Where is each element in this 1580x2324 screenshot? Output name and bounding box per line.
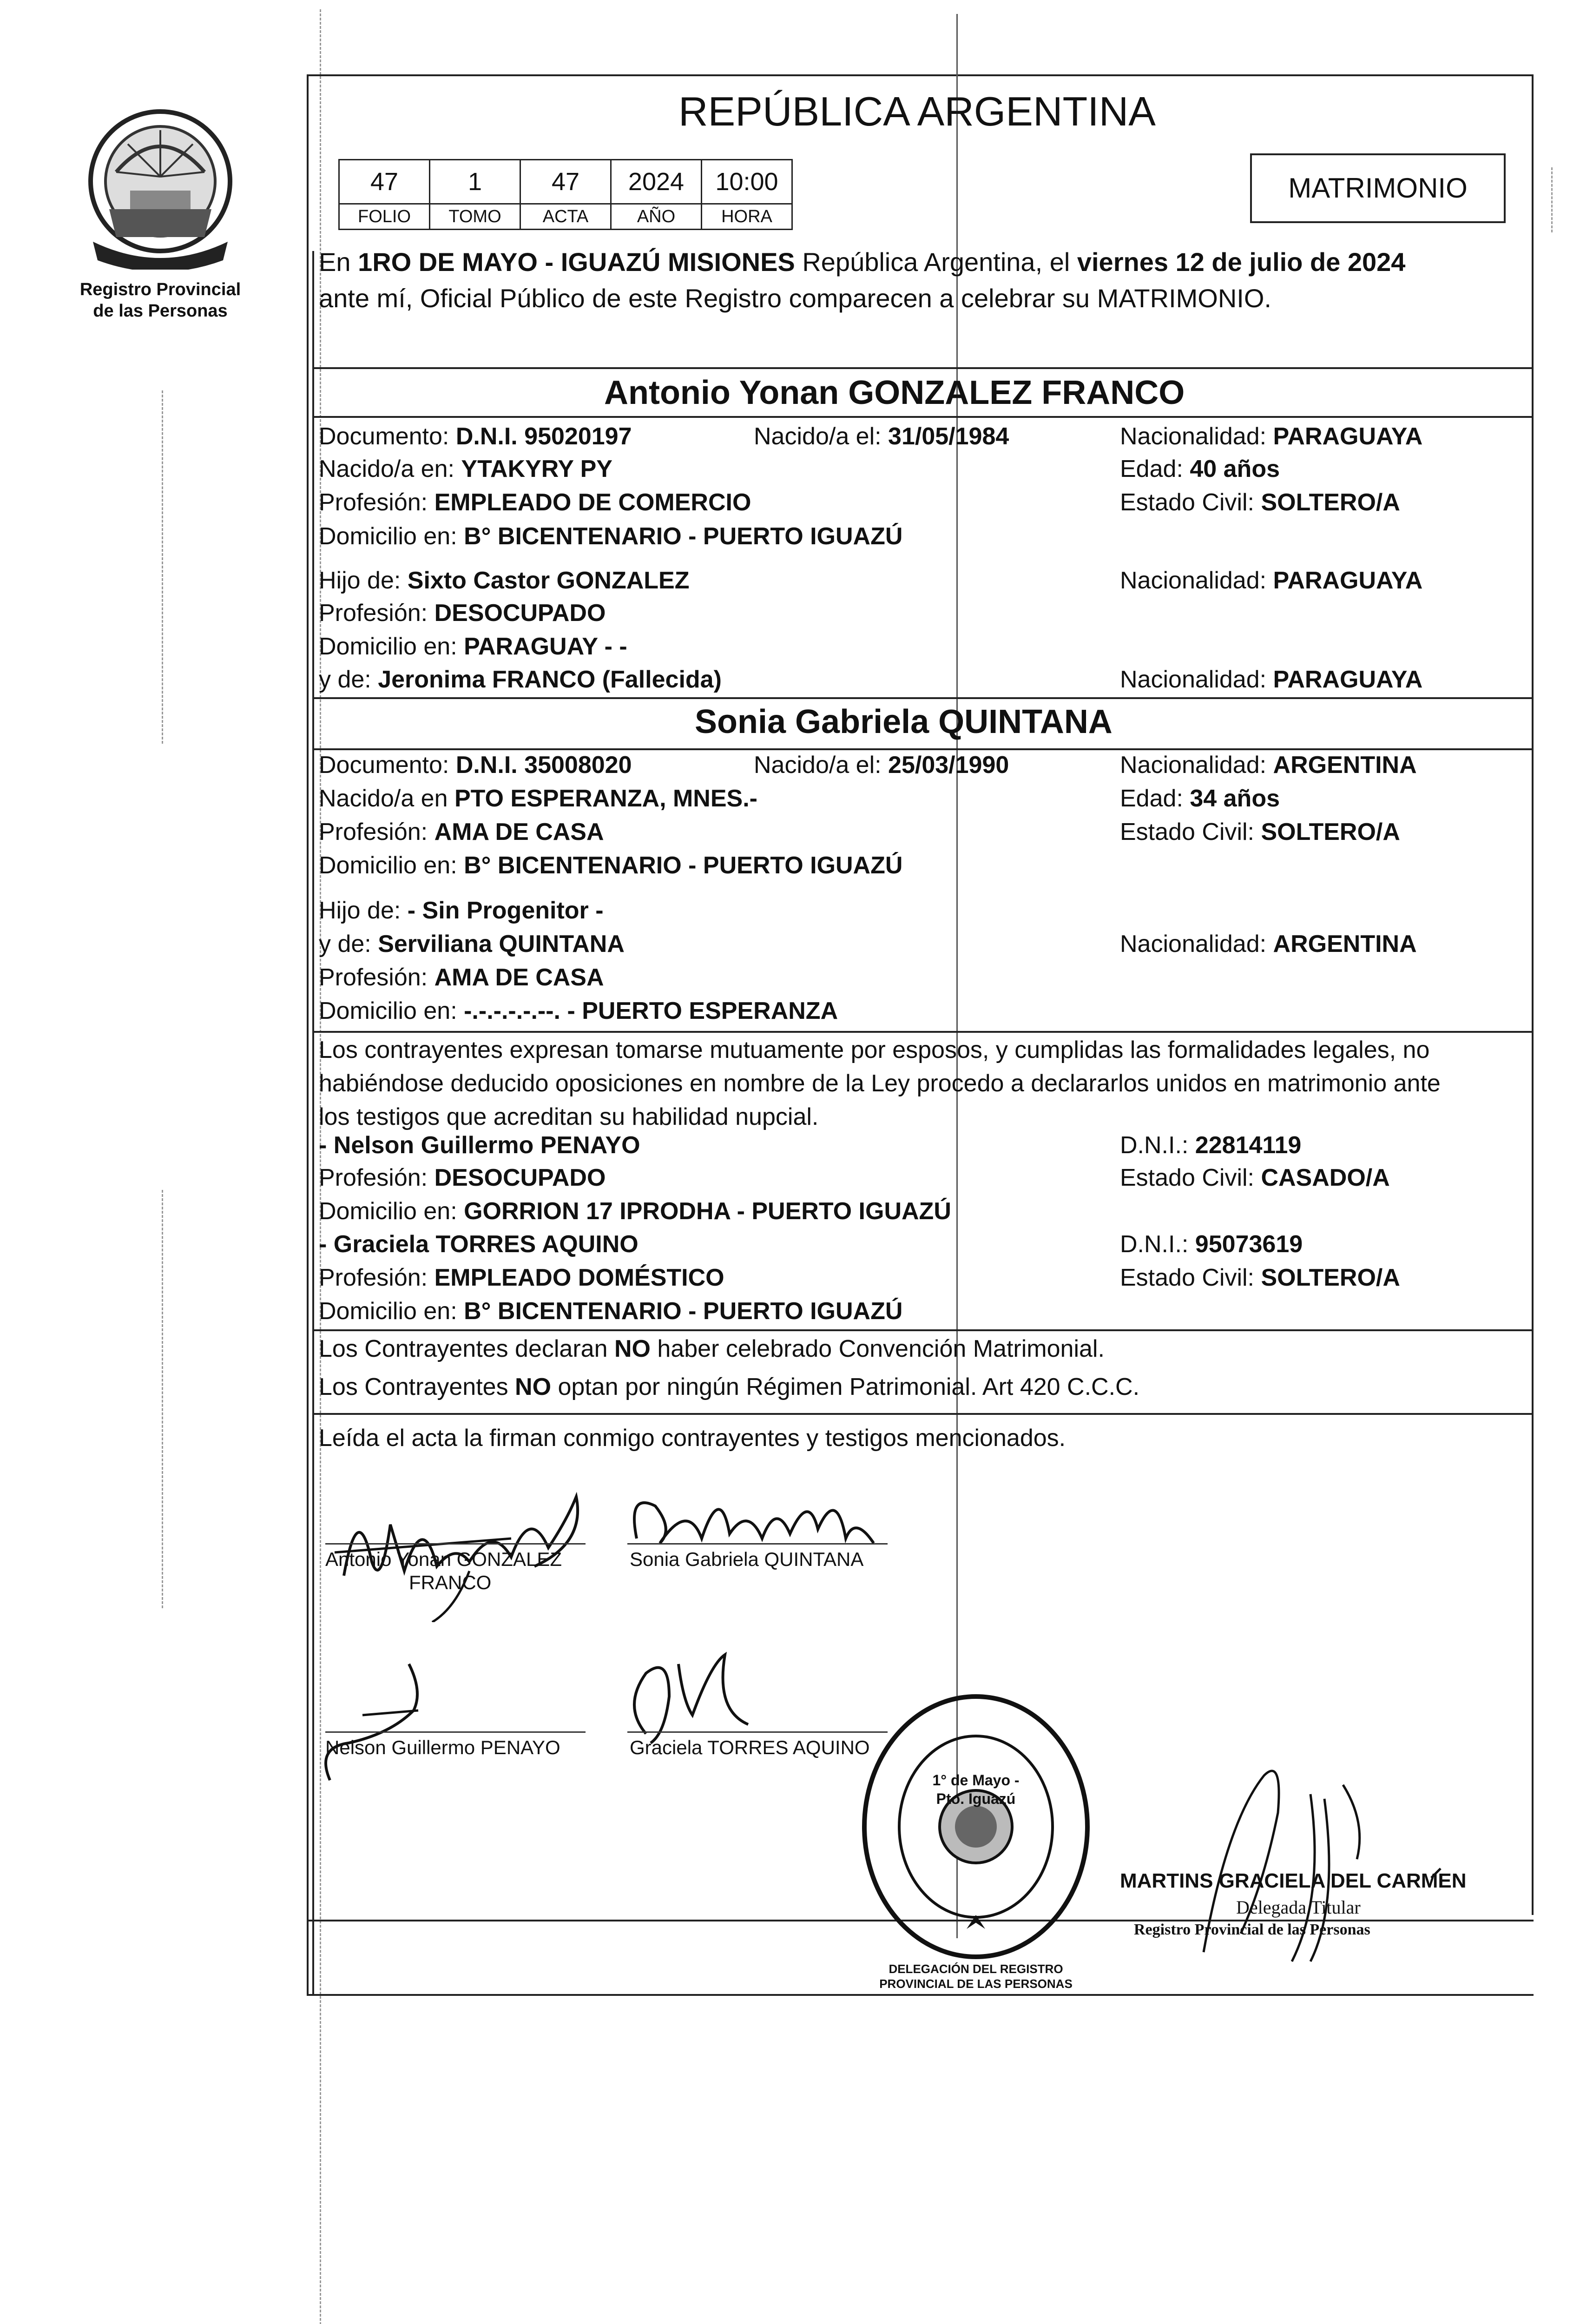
stamp-ring-text: DELEGACIÓN DEL REGISTRO PROVINCIAL DE LAS PERSONAS: [879, 1962, 1073, 1991]
witness-2-dni: D.N.I.: 95073619: [1120, 1231, 1303, 1258]
intro-line-1: [319, 246, 1405, 278]
acta-label: ACTA: [520, 204, 611, 230]
bride-age: Edad: 34 años: [1120, 785, 1280, 812]
bride-nationality: Nacionalidad: ARGENTINA: [1120, 752, 1417, 779]
bride-name-heading: Sonia Gabriela QUINTANA: [695, 703, 1113, 740]
bride-civil-status: Estado Civil: SOLTERO/A: [1120, 819, 1400, 845]
official-name: MARTINS GRACIELA DEL CARMEN: [1120, 1869, 1467, 1892]
year-label: AÑO: [611, 204, 702, 230]
folio-value: 47: [339, 160, 430, 204]
intro-line-2: ante mí, Oficial Público de este Registro comparecen a celebrar su MATRIMONIO.: [319, 284, 1271, 313]
bride-father: Hijo de: - Sin Progenitor -: [319, 897, 604, 924]
groom-civil-status: Estado Civil: SOLTERO/A: [1120, 489, 1400, 516]
groom-address: Domicilio en: B° BICENTENARIO - PUERTO IGUAZÚ: [319, 523, 903, 550]
witness-2-name: - Graciela TORRES AQUINO: [319, 1231, 639, 1258]
witness-1-signature: [297, 1636, 502, 1789]
groom-father-address: Domicilio en: PARAGUAY - -: [319, 633, 627, 660]
registry-caption: [77, 279, 244, 322]
groom-signature-label-line2: FRANCO: [409, 1571, 492, 1593]
closing-statement: Leída el acta la firman conmigo contrayentes y testigos mencionados.: [319, 1425, 1066, 1452]
folio-label: FOLIO: [339, 204, 430, 230]
acta-value: 47: [520, 160, 611, 204]
convention-line-1: Los Contrayentes declaran NO haber celebrado Convención Matrimonial.: [319, 1335, 1105, 1362]
intro-mid: República Argentina, el: [795, 247, 1077, 277]
bride-birthplace: Nacido/a en PTO ESPERANZA, MNES.-: [319, 785, 757, 812]
witness-2-address: Domicilio en: B° BICENTENARIO - PUERTO IGUAZÚ: [319, 1298, 903, 1325]
groom-signature-label-line1: Antonio Yonan GONZALEZ: [325, 1548, 562, 1570]
groom-birthdate: Nacido/a el: 31/05/1984: [754, 423, 1009, 450]
groom-mother: y de: Jeronima FRANCO (Fallecida): [319, 666, 722, 693]
stamp-inner-text: 1° de Mayo - Pto. Iguazú: [932, 1772, 1020, 1807]
groom-document: Documento: D.N.I. 95020197: [319, 423, 632, 450]
groom-father: Hijo de: Sixto Castor GONZALEZ: [319, 567, 690, 594]
tomo-label: TOMO: [430, 204, 520, 230]
groom-profession: Profesión: EMPLEADO DE COMERCIO: [319, 489, 751, 516]
official-title: Delegada Titular: [1236, 1897, 1361, 1918]
bride-mother: y de: Serviliana QUINTANA: [319, 931, 625, 957]
declaration-line-2: habiéndose deducido oposiciones en nombre de la Ley procedo a declararlos unidos en matrimonio ante: [319, 1070, 1441, 1097]
groom-signature: [316, 1469, 595, 1622]
intro-prefix: En: [319, 247, 358, 277]
groom-birthplace: Nacido/a en: YTAKYRY PY: [319, 456, 612, 482]
groom-name-heading: Antonio Yonan GONZALEZ FRANCO: [604, 374, 1185, 411]
witness-2-civil-status: Estado Civil: SOLTERO/A: [1120, 1264, 1400, 1291]
bride-document: Documento: D.N.I. 35008020: [319, 752, 632, 779]
bride-birthdate: Nacido/a el: 25/03/1990: [754, 752, 1009, 779]
document-title: REPÚBLICA ARGENTINA: [678, 88, 1156, 134]
groom-father-profession: Profesión: DESOCUPADO: [319, 600, 606, 627]
bride-signature-label: Sonia Gabriela QUINTANA: [630, 1548, 864, 1570]
witness-1-address: Domicilio en: GORRION 17 IPRODHA - PUERTO IGUAZÚ: [319, 1198, 951, 1225]
groom-signature-label: [325, 1548, 562, 1594]
year-value: 2024: [611, 160, 702, 204]
witness-1-signature-label: Nelson Guillermo PENAYO: [325, 1736, 560, 1758]
intro-date: viernes 12 de julio de 2024: [1077, 247, 1406, 277]
groom-nationality: Nacionalidad: PARAGUAYA: [1120, 423, 1423, 450]
bride-mother-profession: Profesión: AMA DE CASA: [319, 964, 604, 991]
witness-2-signature-label: Graciela TORRES AQUINO: [630, 1736, 870, 1758]
groom-mother-nationality: Nacionalidad: PARAGUAYA: [1120, 666, 1423, 693]
bride-profession: Profesión: AMA DE CASA: [319, 819, 604, 845]
witness-1-profession: Profesión: DESOCUPADO: [319, 1164, 606, 1191]
registry-caption-line2: de las Personas: [93, 301, 228, 321]
hour-value: 10:00: [702, 160, 792, 204]
record-type-box: [1250, 153, 1506, 223]
official-organization: Registro Provincial de las Personas: [1134, 1921, 1370, 1938]
declaration-line-1: Los contrayentes expresan tomarse mutuamente por esposos, y cumplidas las formalidades legales, no: [319, 1037, 1430, 1063]
record-type-label: MATRIMONIO: [1288, 172, 1468, 204]
hour-label: HORA: [702, 204, 792, 230]
tomo-value: 1: [430, 160, 520, 204]
witness-2-profession: Profesión: EMPLEADO DOMÉSTICO: [319, 1264, 724, 1291]
witness-1-dni: D.N.I.: 22814119: [1120, 1132, 1302, 1159]
bride-mother-address: Domicilio en: -.-.-.-.-.--. - PUERTO ESPERANZA: [319, 997, 838, 1024]
bride-address: Domicilio en: B° BICENTENARIO - PUERTO IGUAZÚ: [319, 852, 903, 879]
official-stamp: [855, 1687, 1097, 1966]
groom-age: Edad: 40 años: [1120, 456, 1280, 482]
witness-1-civil-status: Estado Civil: CASADO/A: [1120, 1164, 1390, 1191]
record-header-table: [338, 159, 793, 230]
convention-line-2: Los Contrayentes NO optan por ningún Régimen Patrimonial. Art 420 C.C.C.: [319, 1373, 1140, 1400]
registry-caption-line1: Registro Provincial: [79, 280, 241, 299]
bride-signature: [623, 1473, 883, 1552]
witness-1-name: - Nelson Guillermo PENAYO: [319, 1132, 640, 1159]
intro-place: 1RO DE MAYO - IGUAZÚ MISIONES: [358, 247, 795, 277]
declaration-line-3: los testigos que acreditan su habilidad nupcial.: [319, 1103, 819, 1130]
bride-mother-nationality: Nacionalidad: ARGENTINA: [1120, 931, 1417, 957]
registry-logo: [84, 102, 237, 270]
groom-father-nationality: Nacionalidad: PARAGUAYA: [1120, 567, 1423, 594]
